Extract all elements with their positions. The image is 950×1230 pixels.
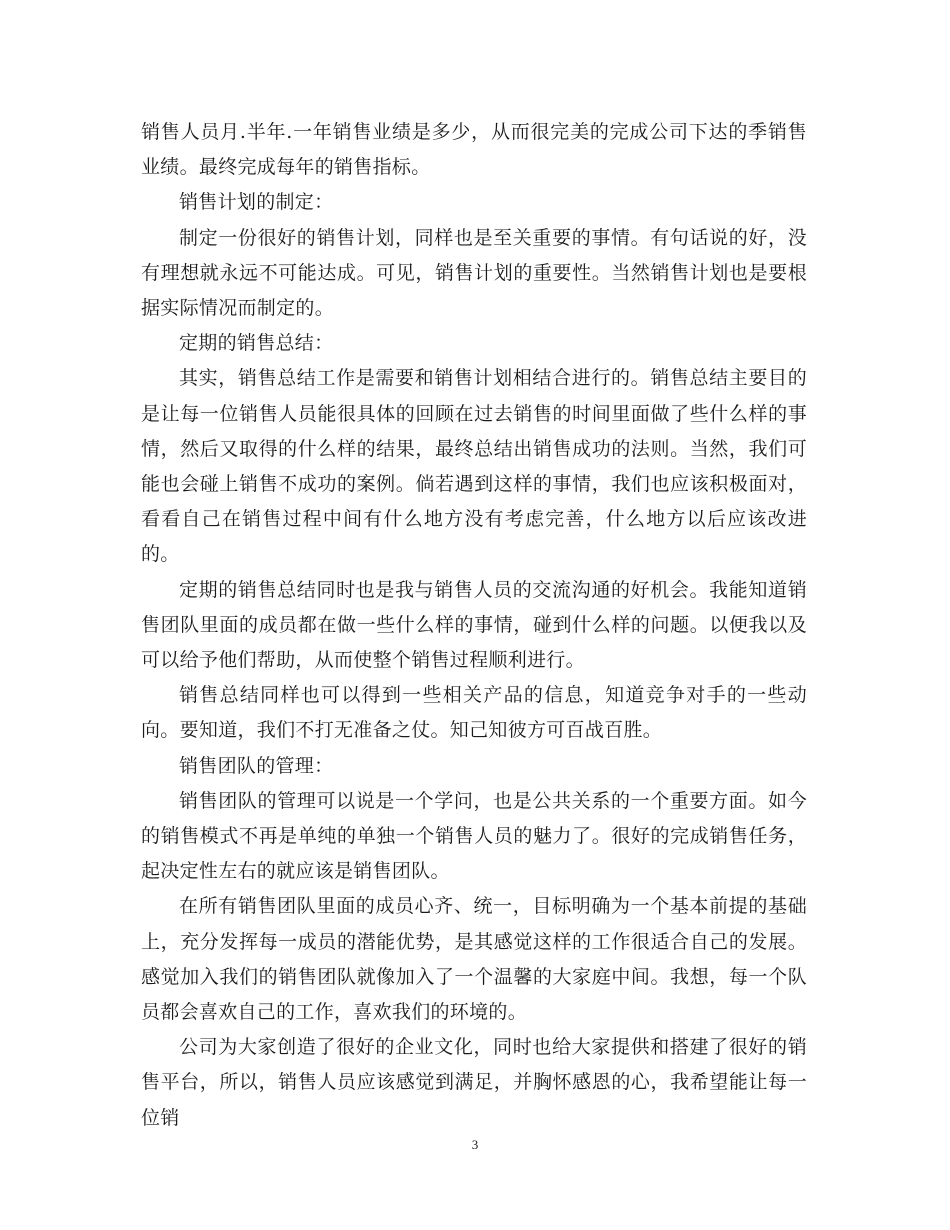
paragraph-7: 在所有销售团队里面的成员心齐、统一，目标明确为一个基本前提的基础上，充分发挥每一成员的潜能优势，是其感觉这样的工作很适合自己的发展。感觉加入我们的销售团队就像加入了一个温馨的大家庭中间。我想，每一个队员都会喜欢自己的工作，喜欢我们的环境的。 <box>141 895 807 1024</box>
document-body <box>141 115 807 1136</box>
paragraph-1: 销售人员月.半年.一年销售业绩是多少，从而很完美的完成公司下达的季销售业绩。最终完成每年的销售指标。 <box>141 121 807 179</box>
section-heading-sales-plan: 销售计划的制定： <box>179 191 334 214</box>
page-number: 3 <box>471 1137 479 1152</box>
paragraph-5: 销售总结同样也可以得到一些相关产品的信息，知道竞争对手的一些动向。要知道，我们不打无准备之仗。知己知彼方可百战百胜。 <box>141 684 807 742</box>
section-heading-sales-summary: 定期的销售总结： <box>179 332 334 355</box>
paragraph-6: 销售团队的管理可以说是一个学问，也是公共关系的一个重要方面。如今的销售模式不再是单纯的单独一个销售人员的魅力了。很好的完成销售任务，起决定性左右的就应该是销售团队。 <box>141 789 807 883</box>
paragraph-2: 制定一份很好的销售计划，同样也是至关重要的事情。有句话说的好，没有理想就永远不可能达成。可见，销售计划的重要性。当然销售计划也是要根据实际情况而制定的。 <box>141 226 807 320</box>
paragraph-4: 定期的销售总结同时也是我与销售人员的交流沟通的好机会。我能知道销售团队里面的成员都在做一些什么样的事情，碰到什么样的问题。以便我以及可以给予他们帮助，从而使整个销售过程顺利进行。 <box>141 578 807 672</box>
section-heading-team-management: 销售团队的管理： <box>179 754 334 777</box>
paragraph-8: 公司为大家创造了很好的企业文化，同时也给大家提供和搭建了很好的销售平台，所以，销售人员应该感觉到满足，并胸怀感恩的心，我希望能让每一位销 <box>141 1036 807 1129</box>
paragraph-3: 其实，销售总结工作是需要和销售计划相结合进行的。销售总结主要目的是让每一位销售人员能很具体的回顾在过去销售的时间里面做了些什么样的事情，然后又取得的什么样的结果，最终总结出销售成功的法则。当然，我们可能也会碰上销售不成功的案例。倘若遇到这样的事情，我们也应该积极面对，看看自己在销售过程中间有什么地方没有考虑完善，什么地方以后应该改进的。 <box>141 367 807 566</box>
